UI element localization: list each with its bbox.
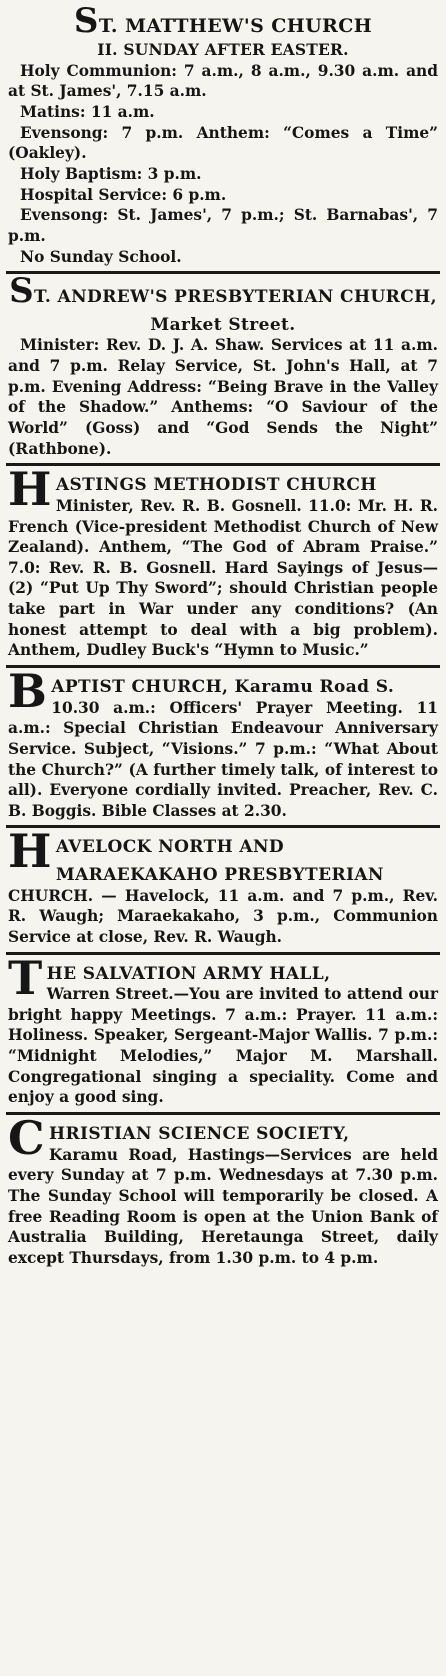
service-line: Evensong: St. James', 7 p.m.; St. Barnabas', 7 p.m. [8, 206, 438, 245]
notice-baptist [6, 665, 440, 825]
notice-text: Warren Street.—You are invited to attend our bright happy Meetings. 7 a.m.: Prayer. 11 a.m.: Holiness. Speaker, Sergeant-Major Wallis. 7 p.m.: “Midnight Melodies,” Major M. Marshall. Congregational singing a speciality. Come and enjoy a good sing. [8, 985, 438, 1107]
title-initial: B [8, 664, 48, 718]
notice-text: Minister: Rev. D. J. A. Shaw. Services at 11 a.m. and 7 p.m. Relay Service, St. John's Hall, at 7 p.m. Evening Address: “Being Brave in the Valley of the Shadow.” Anthems: “O Saviour of the World” (Goss) and “God Sends the Night” (Rathbone). [8, 336, 438, 458]
service-line: Evensong: 7 p.m. Anthem: “Comes a Time” (Oakley). [8, 123, 438, 163]
title-initial: T [8, 950, 43, 1005]
notice-body [8, 335, 438, 459]
notice-hastings-methodist [6, 463, 440, 665]
notice-title [8, 462, 438, 517]
notice-text: Minister, Rev. R. B. Gosnell. 11.0: Mr. H. R. French (Vice-president Methodist Church of New Zealand). Anthem, “The God of Abram Praise.” 7.0: Rev. R. B. Gosnell. Hard Sayings of Jesus—(2) “Put Up Thy Sword”; should Christian people take part in War under any conditions? (An honest attempt to deal with a big problem). Anthem, Dudley Buck's “Hymn to Music.” [8, 496, 438, 660]
service-line: Hospital Service: 6 p.m. [20, 185, 227, 204]
notice-title [8, 664, 438, 718]
notice-st-andrews [6, 271, 440, 463]
notice-title [8, 950, 438, 1005]
title-text: T. ANDREW'S PRESBYTERIAN CHURCH, Market Street. [34, 287, 437, 335]
title-text: APTIST CHURCH, Karamu Road S. [51, 677, 395, 697]
notice-st-matthews [6, 1, 440, 271]
notice-body [8, 698, 438, 822]
service-line: No Sunday School. [20, 247, 182, 266]
service-line: Holy Communion: 7 a.m., 8 a.m., 9.30 a.m. and at St. James', 7.15 a.m. [8, 61, 438, 101]
title-text: ASTINGS METHODIST CHURCH [55, 475, 377, 496]
notice-title [8, 824, 438, 886]
title-initial: H [8, 824, 52, 879]
notice-body [8, 496, 438, 661]
title-text: AVELOCK NORTH AND MARAEKAKAHO PRESBYTERIAN [55, 837, 384, 886]
title-text: HE SALVATION ARMY HALL, [46, 963, 331, 984]
notice-christian-science [6, 1112, 440, 1272]
notice-body [8, 886, 438, 948]
notice-havelock-north [6, 825, 440, 951]
service-line: Holy Baptism: 3 p.m. [20, 165, 202, 184]
notice-text: CHURCH. — Havelock, 11 a.m. and 7 p.m., Rev. R. Waugh; Maraekakaho, 3 p.m., Communion Service at close, Rev. R. Waugh. [8, 886, 438, 946]
notice-salvation-army [6, 952, 440, 1112]
title-text: T. MATTHEW'S CHURCH [98, 15, 373, 37]
notice-body [8, 61, 438, 267]
notice-subtitle: II. SUNDAY AFTER EASTER. [97, 39, 349, 59]
notice-body [8, 984, 438, 1108]
title-text: HRISTIAN SCIENCE SOCIETY, [49, 1123, 350, 1144]
notice-title [8, 271, 438, 335]
notice-title [8, 1110, 438, 1165]
title-initial: H [8, 462, 52, 517]
title-initial: C [8, 1110, 46, 1165]
notice-title [8, 1, 438, 41]
notice-text: Karamu Road, Hastings—Services are held every Sunday at 7 p.m. Wednesdays at 7.30 p.m. The Sunday School will temporarily be closed. A free Reading Room is open at the Union Bank of Australia Building, Heretaunga Street, daily except Thursdays, from 1.30 p.m. to 4 p.m. [8, 1145, 438, 1267]
title-initial: S [9, 271, 35, 312]
notice-body [8, 1145, 438, 1269]
title-initial: S [73, 1, 99, 41]
notice-text: 10.30 a.m.: Officers' Prayer Meeting. 11 a.m.: Special Christian Endeavour Anniversary Service. Subject, “Visions.” 7 p.m.: “What About the Church?” (A further timely talk, of interest to all). Everyone cordially invited. Preacher, Rev. C. B. Boggis. Bible Classes at 2.30. [8, 698, 438, 820]
service-line: Matins: 11 a.m. [20, 103, 155, 122]
